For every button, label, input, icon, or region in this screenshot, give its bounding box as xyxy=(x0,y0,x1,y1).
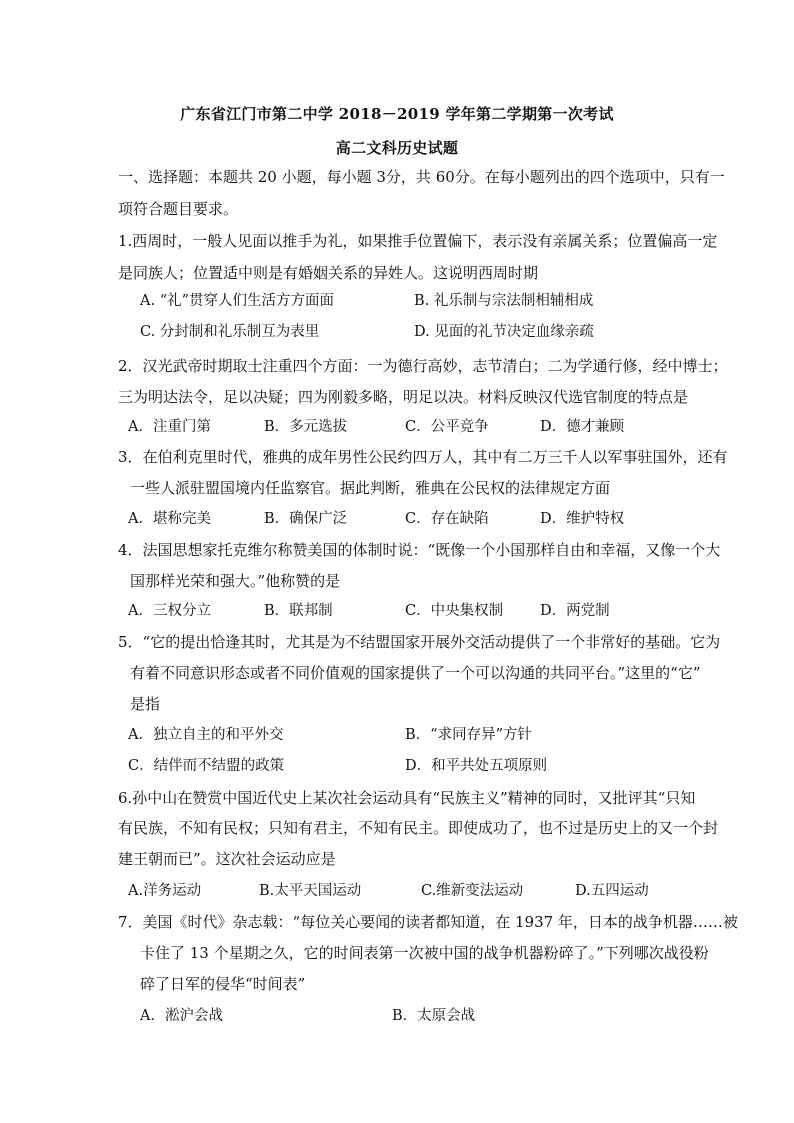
q3-option-b: B．确保广泛 xyxy=(264,511,348,527)
q5-stem-line-2: 有着不同意识形态或者不同价值观的国家提供了一个可以沟通的共同平台。”这里的“它” xyxy=(130,664,701,682)
q1-option-a: A. “礼”贯穿人们生活方方面面 xyxy=(140,293,335,309)
q5-option-a: A．独立自主的和平外交 xyxy=(128,727,284,743)
q3-option-c: C．存在缺陷 xyxy=(405,511,489,527)
q2-option-b: B．多元选拔 xyxy=(264,419,348,435)
q3-option-d: D．维护特权 xyxy=(540,511,625,527)
q1-stem-line-1: 1.西周时，一般人见面以推手为礼，如果推手位置偏下，表示没有亲属关系；位置偏高一定 xyxy=(118,232,718,250)
q6-option-c: C.维新变法运动 xyxy=(421,883,524,899)
q1-option-c: C. 分封制和礼乐制互为表里 xyxy=(140,324,320,340)
q3-stem-line-1: 3．在伯利克里时代，雅典的成年男性公民约四万人，其中有二万三千人以军事驻国外，还有 xyxy=(118,448,728,466)
q1-stem-line-2: 是同族人；位置适中则是有婚姻关系的异姓人。这说明西周时期 xyxy=(118,264,539,282)
q4-option-c: C．中央集权制 xyxy=(405,603,504,619)
q5-option-c: C．结伴而不结盟的政策 xyxy=(128,758,285,774)
q7-option-a: A．淞沪会战 xyxy=(140,1008,223,1024)
q2-option-c: C．公平竞争 xyxy=(405,419,489,435)
section-instruction-line-2: 项符合题目要求。 xyxy=(118,200,239,218)
q7-stem-line-3: 碎了日军的侵华“时间表” xyxy=(140,975,306,993)
q6-option-a: A.洋务运动 xyxy=(128,883,202,899)
q7-option-b: B．太原会战 xyxy=(392,1008,476,1024)
q4-stem-line-2: 国那样光荣和强大。”他称赞的是 xyxy=(130,572,341,590)
q4-stem-line-1: 4．法国思想家托克维尔称赞美国的体制时说：“既像一个小国那样自由和幸福，又像一个大 xyxy=(118,541,721,559)
q4-option-a: A．三权分立 xyxy=(128,603,211,619)
school-title: 广东省江门市第二中学 2018－2019 学年第二学期第一次考试 xyxy=(180,105,614,123)
q2-stem-line-2: 三为明达法令，足以决疑；四为刚毅多略，明足以决。材料反映汉代选官制度的特点是 xyxy=(118,388,689,406)
q3-option-a: A．堪称完美 xyxy=(128,511,211,527)
q7-stem-line-2: 卡住了 13 个星期之久，它的时间表第一次被中国的战争机器粉碎了。”下列哪次战役粉 xyxy=(140,944,709,962)
q5-stem-line-1: 5．“它的提出恰逢其时，尤其是为不结盟国家开展外交活动提供了一个非常好的基础。它为 xyxy=(118,633,721,651)
q6-stem-line-3: 建王朝而已”。这次社会运动应是 xyxy=(118,850,336,868)
q5-option-b: B．“求同存异”方针 xyxy=(405,727,532,743)
section-instruction-line-1: 一、选择题：本题共 20 小题，每小题 3分，共 60分。在每小题列出的四个选项中，只有一 xyxy=(118,168,725,186)
q6-option-d: D.五四运动 xyxy=(575,883,649,899)
q2-option-a: A．注重门第 xyxy=(128,419,211,435)
q1-option-b: B. 礼乐制与宗法制相辅相成 xyxy=(414,293,594,309)
q4-option-d: D．两党制 xyxy=(540,603,610,619)
q6-stem-line-2: 有民族，不知有民权；只知有君主，不知有民主。即使成功了，也不过是历史上的又一个封 xyxy=(118,819,719,837)
q2-stem-line-1: 2．汉光武帝时期取士注重四个方面：一为德行高妙，志节清白；二为学通行修，经中博士； xyxy=(118,357,728,375)
q6-option-b: B.太平天国运动 xyxy=(259,883,362,899)
subject-title: 高二文科历史试题 xyxy=(335,139,459,157)
q5-stem-line-3: 是指 xyxy=(130,695,161,713)
q5-option-d: D．和平共处五项原则 xyxy=(405,758,548,774)
q7-stem-line-1: 7．美国《时代》杂志载：“每位关心要闻的读者都知道，在 1937 年，日本的战争机器……被 xyxy=(118,913,738,931)
q3-stem-line-2: 一些人派驻盟国境内任监察官。据此判断，雅典在公民权的法律规定方面 xyxy=(130,479,611,497)
q2-option-d: D．德才兼顾 xyxy=(540,419,625,435)
q1-option-d: D. 见面的礼节决定血缘亲疏 xyxy=(414,324,594,340)
q4-option-b: B．联邦制 xyxy=(264,603,333,619)
q6-stem-line-1: 6.孙中山在赞赏中国近代史上某次社会运动具有“民族主义”精神的同时，又批评其“只知 xyxy=(118,789,696,807)
